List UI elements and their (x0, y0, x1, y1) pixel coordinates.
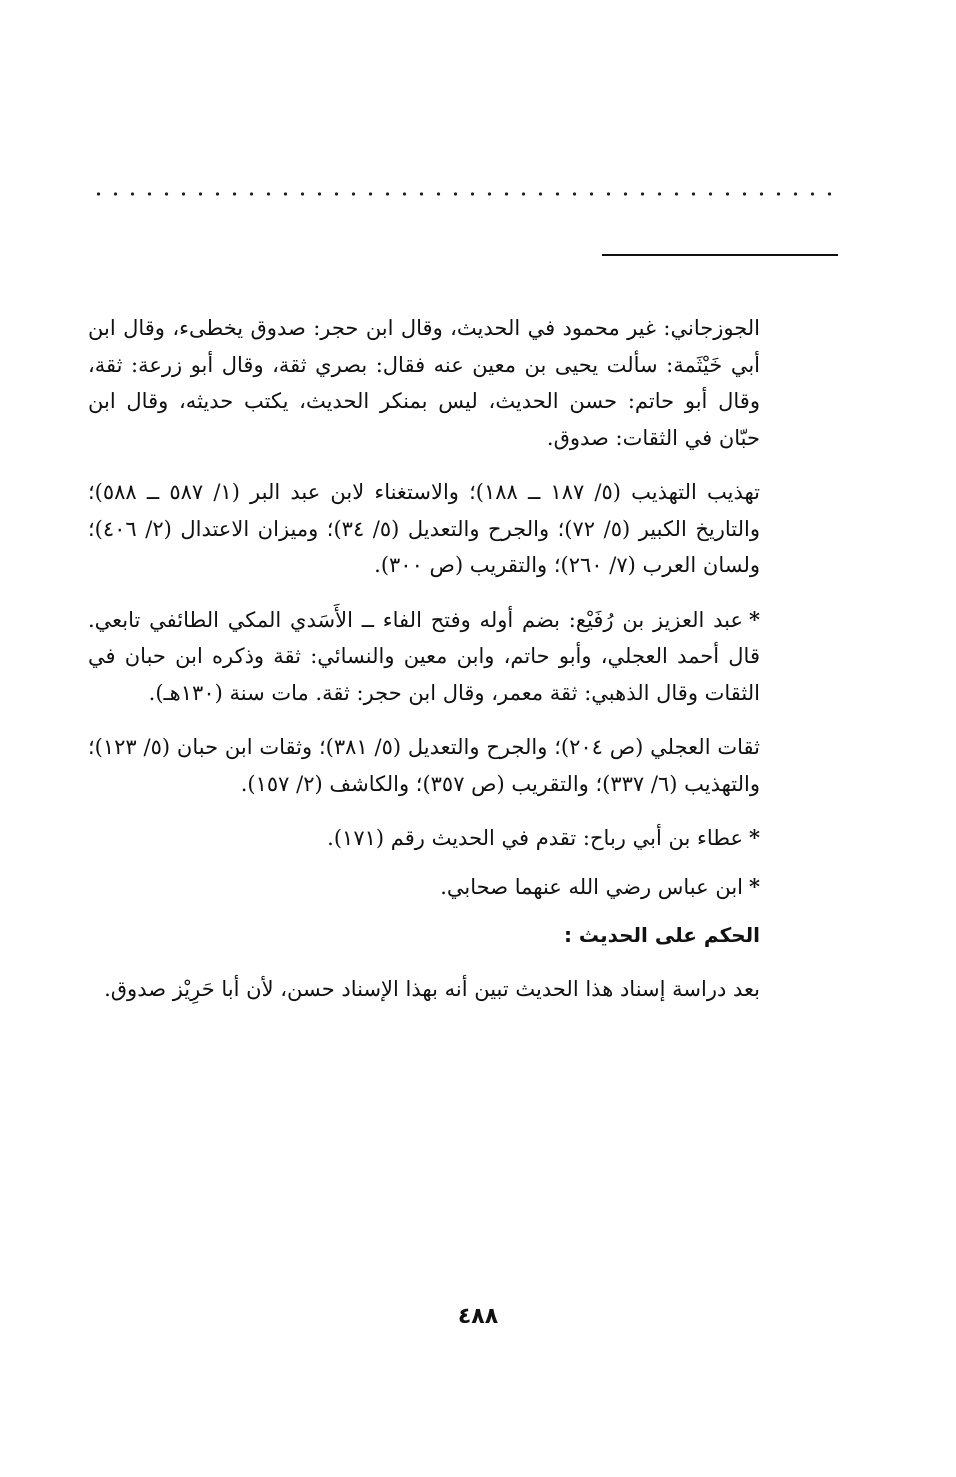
page-number: ٤٨٨ (457, 1304, 499, 1329)
narrator-assessment-paragraph: الجوزجاني: غير محمود في الحديث، وقال ابن حجر: صدوق يخطىء، وقال ابن أبي خَيْثَمة: سألت يحيى بن معين عنه فقال: بصري ثقة، وقال أبو زرعة: ثقة، وقال أبو حاتم: حسن الحديث، ليس بمنكر الحديث، يكتب حديثه، وقال ابن حبّان في الثقات: صدوق. (88, 316, 760, 450)
ruling-paragraph: بعد دراسة إسناد هذا الحديث تبين أنه بهذا الإسناد حسن، لأن أبا حَرِيْز صدوق. (104, 977, 760, 1001)
asterisk-bullet: * (749, 873, 760, 899)
footnote-content (88, 310, 760, 1008)
sources-paragraph-1: تهذيب التهذيب (٥/ ١٨٧ ــ ١٨٨)؛ والاستغناء لابن عبد البر (١/ ٥٨٧ ــ ٥٨٨)؛ والتاريخ الكبير (٥/ ٧٢)؛ والجرح والتعديل (٥/ ٣٤)؛ وميزان الاعتدال (٢/ ٤٠٦)؛ ولسان العرب (٧/ ٢٦٠)؛ والتقريب (ص ٣٠٠). (88, 480, 761, 577)
asterisk-bullet: * (749, 606, 760, 632)
narrator-abdulaziz-paragraph (88, 602, 760, 712)
narrator-abdulaziz-text: عبد العزيز بن رُفَيْع: بضم أوله وفتح الفاء ــ الأَسَدي المكي الطائفي تابعي. قال أحمد العجلي، وأبو حاتم، وابن معين والنسائي: ثقة وذكره ابن حبان في الثقات وقال الذهبي: ثقة معمر، وقال ابن حجر: ثقة. مات سنة (١٣٠هـ). (88, 607, 760, 705)
asterisk-bullet: * (749, 825, 760, 850)
narrator-ibn-abbas-paragraph (88, 869, 760, 906)
section-heading: الحكم على الحديث : (563, 923, 760, 947)
sources-paragraph-2: ثقات العجلي (ص ٢٠٤)؛ والجرح والتعديل (٥/ ٣٨١)؛ وثقات ابن حبان (٥/ ١٢٣)؛ والتهذيب (٦/ ٣٣٧)؛ والتقريب (ص ٣٥٧)؛ والكاشف (٢/ ١٥٧). (88, 735, 760, 796)
footnote-rule (602, 254, 838, 256)
narrator-ibn-abbas-text: ابن عباس رضي الله عنهما صحابي. (440, 874, 744, 899)
narrator-ata-text: عطاء بن أبي رباح: تقدم في الحديث رقم (١٧١). (327, 826, 744, 850)
narrator-ata-paragraph (88, 820, 760, 857)
dotted-separator (88, 190, 838, 198)
